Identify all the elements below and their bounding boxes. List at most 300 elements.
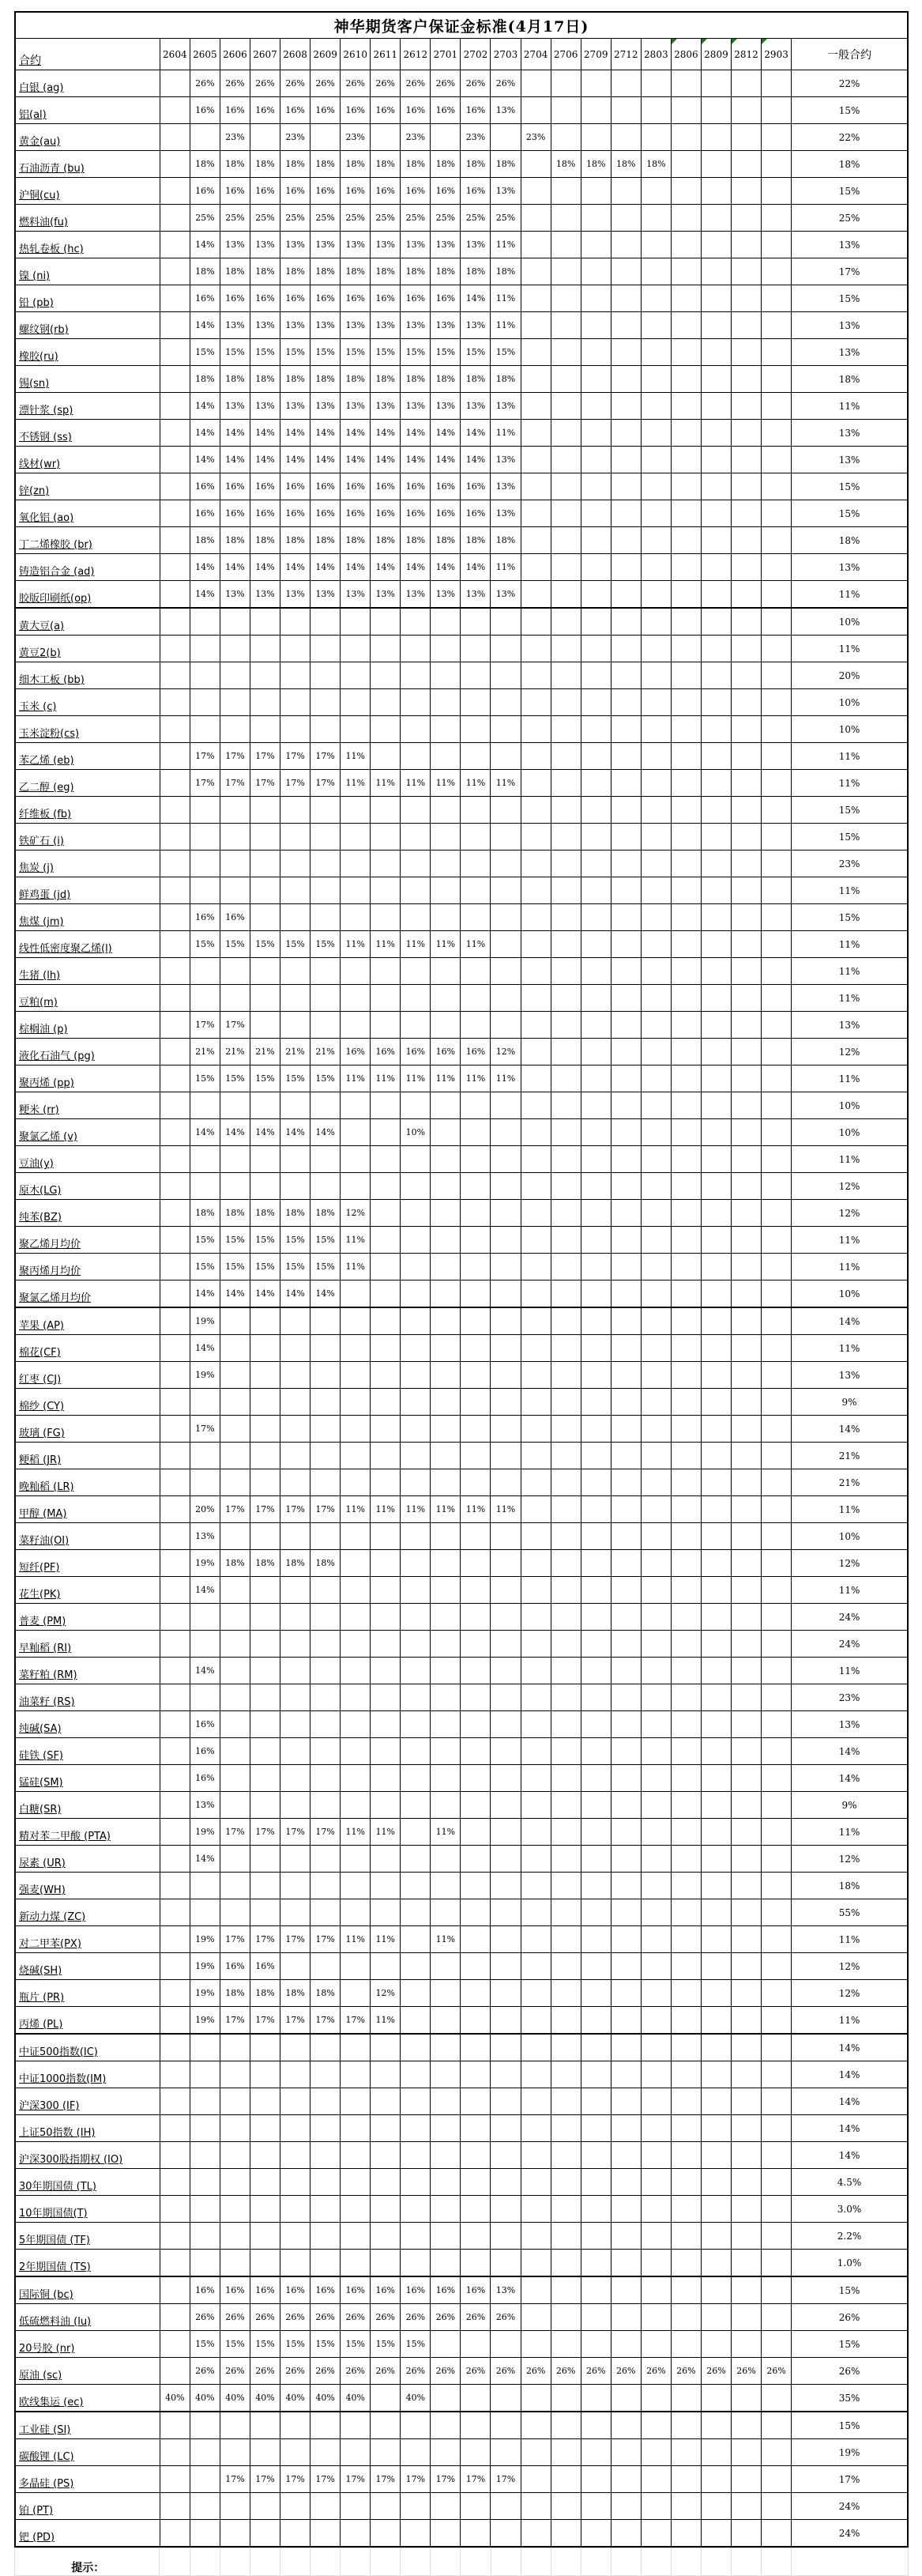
margin-cell: 14% [190, 581, 220, 609]
empty-cell [672, 2548, 702, 2576]
margin-cell [310, 2223, 341, 2250]
margin-cell [341, 689, 371, 716]
margin-cell [341, 716, 371, 743]
table-row [15, 581, 908, 609]
margin-cell [491, 1765, 521, 1792]
margin-cell [641, 1280, 671, 1308]
margin-cell [762, 1684, 792, 1711]
margin-cell [160, 1711, 190, 1738]
margin-cell: 16% [220, 2276, 250, 2304]
margin-cell [611, 2304, 641, 2331]
margin-cell: 19% [190, 1362, 220, 1389]
table-row [15, 2196, 908, 2223]
month-header-2709: 2709 [581, 39, 611, 70]
margin-cell: 13% [461, 312, 491, 339]
margin-cell [521, 1092, 551, 1119]
margin-cell [701, 2331, 731, 2358]
margin-cell [371, 2169, 401, 2196]
margin-cell: 15% [220, 2331, 250, 2358]
margin-cell [701, 178, 731, 205]
margin-cell [671, 636, 701, 662]
margin-cell [701, 2007, 731, 2035]
margin-cell [220, 2412, 250, 2439]
margin-cell [461, 1550, 491, 1577]
margin-cell [731, 205, 761, 232]
table-row [15, 1092, 908, 1119]
table-row [15, 1899, 908, 1926]
margin-cell [220, 1684, 250, 1711]
margin-cell: 23% [401, 124, 431, 151]
margin-cell [371, 1362, 401, 1389]
margin-cell [521, 1443, 551, 1469]
margin-cell [551, 877, 581, 904]
margin-cell: 11% [341, 770, 371, 797]
margin-cell: 16% [220, 178, 250, 205]
margin-cell [431, 1173, 461, 1200]
margin-cell [731, 258, 761, 285]
margin-cell [671, 1658, 701, 1684]
margin-cell: 23% [220, 124, 250, 151]
row-label: 焦炭 (j) [15, 850, 160, 877]
margin-cell [671, 285, 701, 312]
margin-cell [581, 1658, 611, 1684]
margin-cell [431, 1980, 461, 2007]
margin-cell [220, 1362, 250, 1389]
margin-cell [611, 1953, 641, 1980]
table-row [15, 1684, 908, 1711]
margin-cell [581, 205, 611, 232]
general-margin-cell: 25% [792, 205, 908, 232]
margin-cell [581, 1092, 611, 1119]
margin-cell [551, 1550, 581, 1577]
general-margin-cell: 13% [792, 232, 908, 258]
margin-cell [551, 205, 581, 232]
margin-cell [671, 2142, 701, 2169]
margin-cell [461, 1819, 491, 1846]
margin-cell: 19% [190, 1307, 220, 1335]
margin-cell [701, 1065, 731, 1092]
margin-cell [280, 1173, 310, 1200]
margin-cell [581, 1362, 611, 1389]
margin-cell [341, 1012, 371, 1039]
margin-cell [220, 1792, 250, 1819]
margin-cell: 13% [280, 393, 310, 420]
margin-cell [762, 1039, 792, 1065]
margin-cell [731, 2520, 761, 2548]
margin-cell [762, 904, 792, 931]
margin-cell [762, 393, 792, 420]
margin-cell [160, 473, 190, 500]
margin-cell [401, 1469, 431, 1496]
margin-cell [280, 850, 310, 877]
empty-cell [611, 2548, 641, 2576]
margin-cell [160, 2115, 190, 2142]
margin-cell [641, 1631, 671, 1658]
margin-cell [762, 1416, 792, 1443]
margin-cell [671, 1389, 701, 1416]
margin-cell [160, 2034, 190, 2061]
margin-cell: 14% [310, 1280, 341, 1308]
margin-cell: 16% [341, 178, 371, 205]
row-label: 棉纱 (CY) [15, 1389, 160, 1416]
margin-cell [220, 2493, 250, 2520]
margin-cell [310, 1173, 341, 1200]
margin-cell: 26% [491, 2358, 521, 2385]
row-label: 螺纹钢(rb) [15, 312, 160, 339]
margin-cell: 15% [220, 931, 250, 958]
margin-cell [671, 1039, 701, 1065]
margin-cell [160, 958, 190, 985]
table-row [15, 1389, 908, 1416]
margin-cell [762, 1873, 792, 1899]
table-row [15, 1711, 908, 1738]
margin-cell [250, 904, 280, 931]
margin-cell [461, 1146, 491, 1173]
margin-cell [581, 958, 611, 985]
margin-cell [671, 393, 701, 420]
margin-cell [401, 1146, 431, 1173]
margin-cell [401, 1012, 431, 1039]
margin-cell [521, 2223, 551, 2250]
margin-cell [431, 124, 461, 151]
margin-cell [160, 151, 190, 178]
month-header-2607: 2607 [250, 39, 280, 70]
margin-cell: 18% [220, 1980, 250, 2007]
margin-cell [461, 1119, 491, 1146]
margin-cell [581, 1604, 611, 1631]
margin-cell [551, 97, 581, 124]
margin-cell [671, 797, 701, 824]
margin-cell [731, 1443, 761, 1469]
general-margin-cell: 11% [792, 985, 908, 1012]
margin-cell [611, 985, 641, 1012]
margin-cell [461, 1792, 491, 1819]
margin-table [14, 11, 909, 2548]
margin-cell [671, 232, 701, 258]
table-row [15, 689, 908, 716]
margin-cell: 18% [401, 258, 431, 285]
margin-cell [731, 824, 761, 850]
margin-cell [190, 1469, 220, 1496]
margin-cell [310, 689, 341, 716]
margin-cell [551, 850, 581, 877]
general-margin-cell: 13% [792, 420, 908, 447]
table-row [15, 958, 908, 985]
margin-cell [491, 824, 521, 850]
margin-cell [762, 285, 792, 312]
row-label: 鲜鸡蛋 (jd) [15, 877, 160, 904]
margin-cell [701, 824, 731, 850]
margin-cell [762, 2196, 792, 2223]
margin-cell: 26% [250, 2358, 280, 2385]
margin-cell: 10% [401, 1119, 431, 1146]
margin-cell [611, 1254, 641, 1280]
margin-cell [521, 689, 551, 716]
margin-cell [581, 1577, 611, 1604]
margin-cell [641, 366, 671, 393]
margin-cell: 17% [220, 1012, 250, 1039]
table-row [15, 1173, 908, 1200]
margin-cell [762, 1577, 792, 1604]
margin-cell [551, 1362, 581, 1389]
margin-cell [731, 1523, 761, 1550]
margin-cell: 11% [491, 285, 521, 312]
margin-cell: 13% [280, 232, 310, 258]
margin-cell [671, 716, 701, 743]
margin-cell [701, 205, 731, 232]
margin-cell [731, 850, 761, 877]
margin-cell [371, 2088, 401, 2115]
margin-cell [371, 1335, 401, 1362]
margin-cell: 14% [190, 554, 220, 581]
margin-cell [521, 447, 551, 473]
table-row [15, 70, 908, 97]
row-label: 5年期国债 (TF) [15, 2223, 160, 2250]
general-margin-cell: 2.2% [792, 2223, 908, 2250]
table-row [15, 1873, 908, 1899]
margin-cell: 16% [190, 178, 220, 205]
margin-cell [160, 1873, 190, 1899]
margin-cell [431, 2223, 461, 2250]
margin-cell [190, 2412, 220, 2439]
margin-cell: 15% [220, 1065, 250, 1092]
margin-cell: 14% [190, 1119, 220, 1146]
margin-cell [190, 1389, 220, 1416]
margin-cell [731, 1684, 761, 1711]
note-label: 提示： [15, 2548, 160, 2576]
margin-cell [491, 716, 521, 743]
margin-cell [551, 1307, 581, 1335]
margin-cell [521, 1926, 551, 1953]
margin-cell: 18% [190, 151, 220, 178]
margin-cell [341, 1092, 371, 1119]
margin-cell [431, 1577, 461, 1604]
margin-cell [581, 2169, 611, 2196]
margin-cell [461, 824, 491, 850]
margin-cell [701, 420, 731, 447]
margin-cell: 26% [762, 2358, 792, 2385]
margin-cell [160, 97, 190, 124]
margin-cell: 18% [280, 1200, 310, 1227]
margin-cell [250, 2223, 280, 2250]
margin-cell [581, 500, 611, 527]
margin-cell [431, 2412, 461, 2439]
margin-cell [431, 2331, 461, 2358]
margin-cell [190, 985, 220, 1012]
margin-cell: 11% [371, 770, 401, 797]
margin-cell [160, 1577, 190, 1604]
general-margin-cell: 11% [792, 1496, 908, 1523]
margin-cell [190, 1443, 220, 1469]
margin-cell [641, 70, 671, 97]
margin-cell: 16% [310, 473, 341, 500]
margin-cell: 11% [401, 931, 431, 958]
margin-cell: 16% [280, 97, 310, 124]
margin-cell [762, 958, 792, 985]
margin-cell [731, 608, 761, 636]
margin-cell [581, 1443, 611, 1469]
margin-cell [731, 285, 761, 312]
margin-cell [671, 958, 701, 985]
table-row [15, 797, 908, 824]
margin-cell [491, 1523, 521, 1550]
margin-cell: 13% [371, 232, 401, 258]
margin-cell [671, 2304, 701, 2331]
general-margin-cell: 11% [792, 2007, 908, 2035]
row-label: 中证1000指数(IM) [15, 2061, 160, 2088]
margin-cell [341, 1469, 371, 1496]
margin-cell [581, 824, 611, 850]
margin-cell [341, 2142, 371, 2169]
margin-cell: 18% [220, 151, 250, 178]
margin-cell [401, 1227, 431, 1254]
margin-cell [641, 312, 671, 339]
margin-cell [551, 1173, 581, 1200]
margin-cell [371, 824, 401, 850]
margin-cell [401, 2142, 431, 2169]
margin-cell [551, 2007, 581, 2035]
margin-cell [671, 850, 701, 877]
margin-cell [341, 1389, 371, 1416]
margin-cell [521, 2412, 551, 2439]
margin-cell: 16% [371, 2276, 401, 2304]
margin-cell: 14% [250, 447, 280, 473]
margin-cell: 14% [190, 1658, 220, 1684]
title-row [15, 12, 908, 39]
margin-cell [611, 1416, 641, 1443]
margin-cell: 11% [371, 1926, 401, 1953]
row-label: 30年期国债 (TL) [15, 2169, 160, 2196]
margin-cell [641, 1362, 671, 1389]
general-margin-cell: 11% [792, 743, 908, 770]
margin-cell [521, 420, 551, 447]
margin-cell [762, 527, 792, 554]
margin-cell: 11% [341, 1496, 371, 1523]
margin-cell [160, 258, 190, 285]
margin-cell: 16% [461, 1039, 491, 1065]
margin-cell: 14% [250, 554, 280, 581]
row-label: 苹果 (AP) [15, 1307, 160, 1335]
margin-cell [431, 1362, 461, 1389]
margin-cell [371, 743, 401, 770]
margin-cell [521, 1658, 551, 1684]
margin-cell [371, 797, 401, 824]
margin-cell [521, 1711, 551, 1738]
margin-cell [220, 1307, 250, 1335]
margin-cell [762, 2385, 792, 2412]
month-header-2610: 2610 [341, 39, 371, 70]
margin-cell [371, 1280, 401, 1308]
row-label: 红枣 (CJ) [15, 1362, 160, 1389]
margin-cell [611, 2439, 641, 2466]
general-margin-cell: 14% [792, 1738, 908, 1765]
margin-cell [641, 2142, 671, 2169]
margin-cell [521, 1416, 551, 1443]
margin-cell [762, 581, 792, 609]
margin-cell [731, 420, 761, 447]
margin-cell [551, 770, 581, 797]
margin-cell: 18% [310, 366, 341, 393]
margin-cell [280, 1684, 310, 1711]
margin-cell [461, 743, 491, 770]
margin-cell [160, 1980, 190, 2007]
margin-cell [641, 716, 671, 743]
margin-cell [491, 1469, 521, 1496]
margin-cell [310, 662, 341, 689]
margin-cell: 13% [491, 447, 521, 473]
margin-cell [581, 312, 611, 339]
margin-cell [160, 2276, 190, 2304]
margin-cell [551, 2250, 581, 2277]
margin-cell [581, 124, 611, 151]
margin-cell [220, 716, 250, 743]
margin-cell [731, 1792, 761, 1819]
margin-cell [611, 2223, 641, 2250]
margin-cell [491, 2331, 521, 2358]
margin-cell [551, 447, 581, 473]
margin-cell: 26% [341, 70, 371, 97]
margin-cell [280, 797, 310, 824]
margin-cell [701, 743, 731, 770]
margin-cell [671, 151, 701, 178]
margin-cell [701, 850, 731, 877]
margin-cell: 40% [310, 2385, 341, 2412]
margin-cell [371, 1684, 401, 1711]
margin-cell [701, 1254, 731, 1280]
empty-cell [250, 2548, 280, 2576]
margin-cell [611, 2007, 641, 2035]
margin-cell [671, 1416, 701, 1443]
margin-cell [310, 716, 341, 743]
margin-cell [461, 2061, 491, 2088]
margin-cell: 11% [461, 931, 491, 958]
margin-cell: 26% [220, 70, 250, 97]
margin-cell [641, 1819, 671, 1846]
margin-cell [701, 770, 731, 797]
margin-cell [731, 1819, 761, 1846]
margin-cell [521, 473, 551, 500]
row-label: 国际铜 (bc) [15, 2276, 160, 2304]
margin-cell [160, 1846, 190, 1873]
margin-cell [160, 205, 190, 232]
margin-cell: 13% [190, 1792, 220, 1819]
margin-cell [401, 1604, 431, 1631]
margin-cell [762, 797, 792, 824]
margin-cell [641, 500, 671, 527]
general-margin-cell: 14% [792, 2034, 908, 2061]
margin-cell [762, 2520, 792, 2548]
margin-cell [461, 904, 491, 931]
margin-cell [701, 2196, 731, 2223]
margin-cell [731, 1119, 761, 1146]
margin-cell: 13% [461, 232, 491, 258]
margin-cell [190, 2115, 220, 2142]
margin-cell [641, 2331, 671, 2358]
margin-cell: 25% [280, 205, 310, 232]
margin-cell [401, 743, 431, 770]
margin-cell [671, 877, 701, 904]
margin-cell [671, 608, 701, 636]
margin-cell [731, 2304, 761, 2331]
margin-cell [461, 636, 491, 662]
margin-cell [611, 1335, 641, 1362]
margin-cell [521, 554, 551, 581]
general-margin-cell: 11% [792, 1577, 908, 1604]
margin-cell: 18% [371, 527, 401, 554]
margin-cell [310, 1469, 341, 1496]
margin-cell: 16% [250, 1953, 280, 1980]
margin-cell [551, 716, 581, 743]
